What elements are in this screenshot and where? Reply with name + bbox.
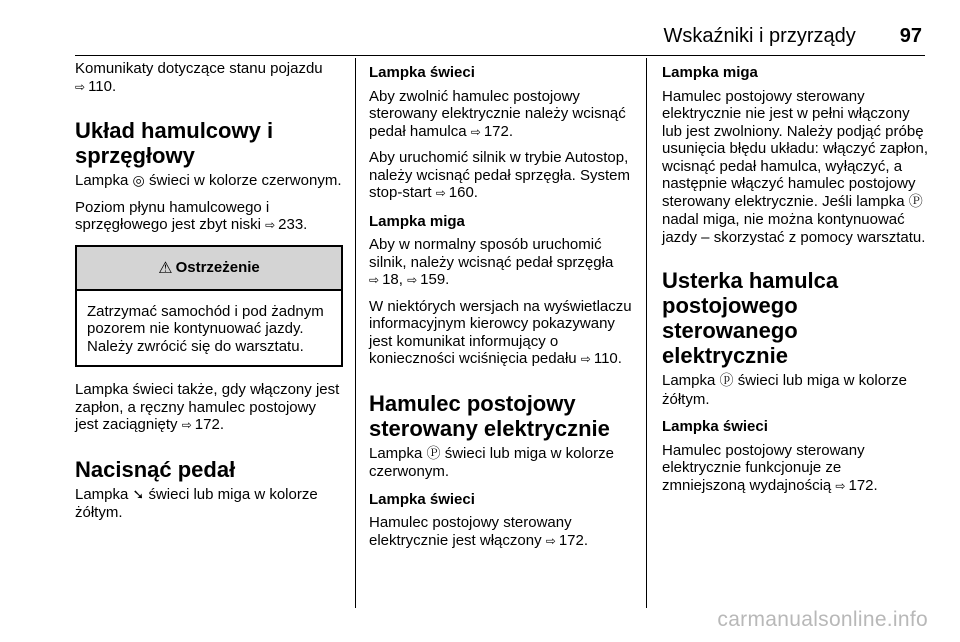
page-reference-link[interactable]: ⇨ 233. [265, 216, 307, 233]
column-3 [662, 60, 928, 503]
section-heading-electric-parking-brake: Hamulec postojowy sterowany elektrycznie [369, 390, 610, 441]
paragraph: Lampka ⓟ świeci lub miga w kolorze żółtym. [662, 372, 907, 408]
parking-brake-fault-icon: ⓟ [719, 373, 734, 389]
subheading-lamp-on: Lampka świeci [662, 418, 768, 435]
header-title: Wskaźniki i przyrządy [663, 25, 856, 47]
paragraph: Komunikaty dotyczące stanu pojazdu ⇨ 110. [75, 60, 343, 96]
page-number: 97 [899, 25, 922, 47]
page-reference-link[interactable]: ⇨ 172. [546, 532, 588, 549]
warning-box [75, 245, 343, 368]
press-pedal-icon: ➘ [132, 486, 145, 503]
column-divider-2 [646, 58, 647, 608]
paragraph: Lampka Ⓟ świeci lub miga w kolorze czerwonym. [369, 444, 614, 480]
paragraph: Aby zwolnić hamulec postojowy sterowany elektrycznie należy wcisnąć pedał hamulca ⇨ 172. [369, 88, 637, 142]
page-reference-link[interactable]: ⇨ 159. [407, 271, 449, 288]
page-reference-link[interactable]: ⇨ 110. [75, 78, 116, 95]
column-divider-1 [355, 58, 356, 608]
brake-warning-icon: ◎ [132, 173, 145, 189]
paragraph: Hamulec postojowy sterowany elektrycznie funkcjonuje ze zmniejszoną wydajnością ⇨ 172. [662, 442, 928, 496]
page-header [663, 25, 922, 55]
paragraph: Poziom płynu hamulcowego i sprzęgłowego jest zbyt niski ⇨ 233. [75, 199, 343, 235]
paragraph: W niektórych wersjach na wyświetlaczu informacyjnym kierowcy pokazywany jest komunikat informujący o konieczności wciśnięcia pedału ⇨ 110. [369, 298, 637, 369]
paragraph: Hamulec postojowy sterowany elektrycznie nie jest w pełni włączony lub jest zwolniony. Należy podjąć próbę usunięcia błędu układu: włączyć zapłon, wcisnąć pedał hamulca, wyłączyć, a następnie włączyć hamulec postojowy sterowany elektrycznie. Jeśli lampka Ⓟ nadal miga, nie można kontynuować jazdy – skorzystać z pomocy warsztatu. [662, 87, 928, 246]
parking-brake-icon: Ⓟ [908, 193, 923, 210]
warning-body: Zatrzymać samochód i pod żadnym pozorem nie kontynuować jazdy. Należy zwrócić się do warsztatu. [87, 302, 324, 355]
warning-title: Ostrzeżenie [175, 258, 260, 276]
paragraph: Aby w normalny sposób uruchomić silnik, należy wcisnąć pedał sprzęgła ⇨ 18, ⇨ 159. [369, 236, 637, 290]
section-heading-brake-clutch: Układ hamulcowy i sprzęgłowy [75, 118, 274, 168]
header-rule [75, 55, 925, 56]
subheading-lamp-on: Lampka świeci [369, 490, 475, 508]
paragraph: Hamulec postojowy sterowany elektrycznie jest włączony ⇨ 172. [369, 514, 637, 550]
warning-header [77, 247, 341, 291]
page-reference-link[interactable]: ⇨ 172. [471, 123, 513, 140]
paragraph: Lampka świeci także, gdy włączony jest zapłon, a ręczny hamulec postojowy jest zaciągnięty ⇨ 172. [75, 381, 343, 435]
page-reference-link[interactable]: ⇨ 18, [369, 271, 403, 288]
page-reference-link[interactable]: ⇨ 160. [436, 184, 478, 201]
paragraph: Lampka ◎ świeci w kolorze czerwonym. [75, 172, 342, 189]
column-2 [369, 60, 637, 558]
watermark: carmanualsonline.info [717, 608, 928, 631]
page-reference-link[interactable]: ⇨ 172. [835, 477, 877, 494]
page-reference-link[interactable]: ⇨ 110. [581, 350, 622, 367]
section-heading-press-pedal: Nacisnąć pedał [75, 456, 236, 482]
paragraph: Aby uruchomić silnik w trybie Autostop, należy wcisnąć pedał sprzęgła. System stop-start ⇨ 160. [369, 149, 637, 203]
column-1 [75, 60, 343, 530]
subheading-lamp-blinks: Lampka miga [369, 212, 465, 230]
section-heading-parking-brake-fault: Usterka hamulca postojowego sterowanego elektrycznie [662, 268, 839, 368]
subheading-lamp-on: Lampka świeci [369, 64, 475, 81]
paragraph: Lampka ➘ świeci lub miga w kolorze żółtym. [75, 485, 318, 521]
page-reference-link[interactable]: ⇨ 172. [182, 416, 224, 433]
parking-brake-icon: Ⓟ [426, 445, 441, 462]
warning-triangle-icon: ⚠ [158, 257, 173, 277]
subheading-lamp-blinks: Lampka miga [662, 64, 758, 81]
